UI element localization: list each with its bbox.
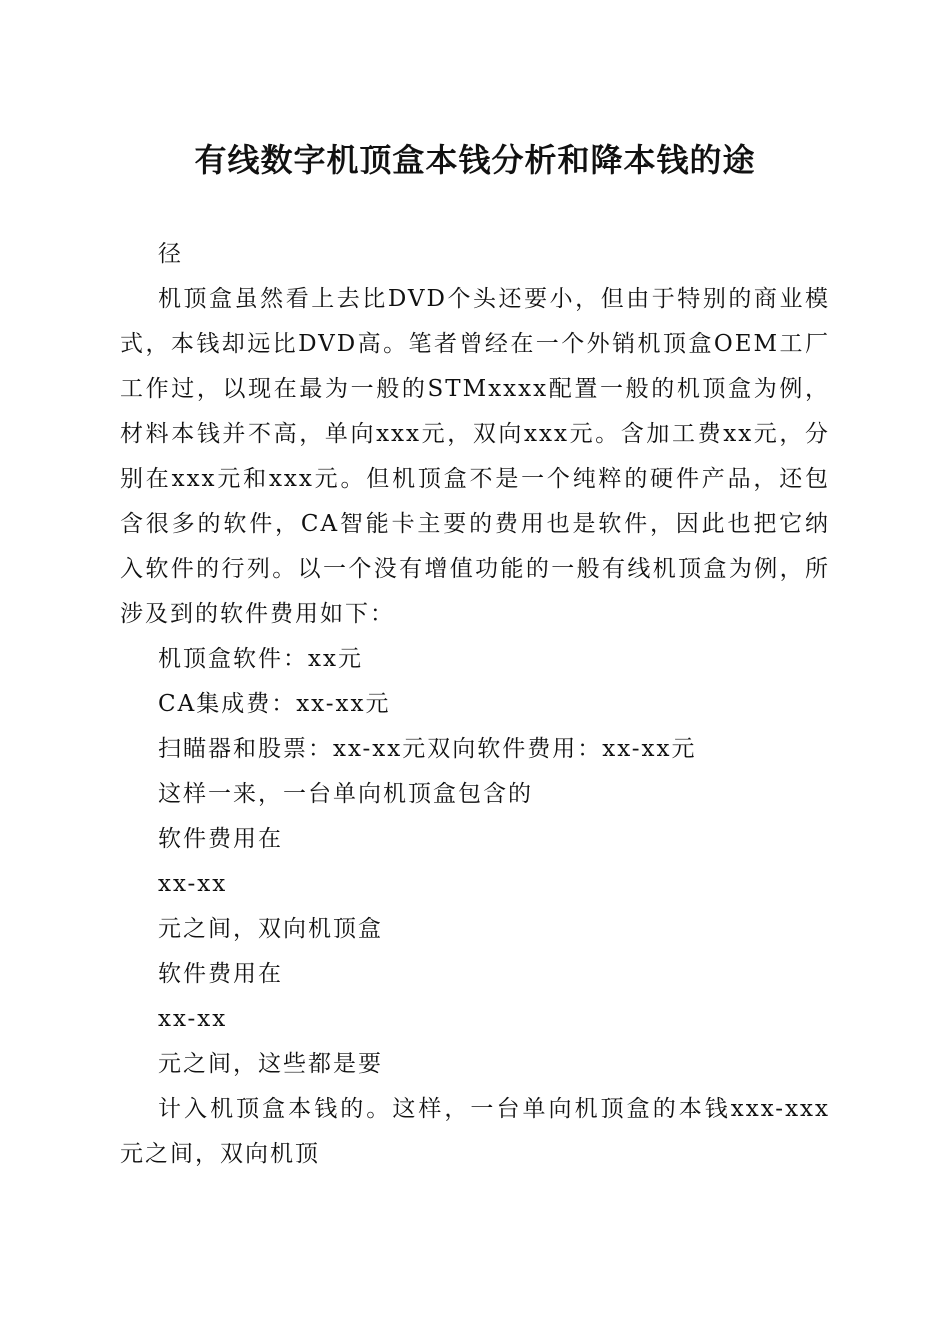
- paragraph: xx-xx: [158, 1006, 228, 1032]
- paragraph: 元之间，这些都是要: [158, 1051, 383, 1077]
- document-body: [120, 232, 830, 1177]
- paragraph: 软件费用在: [158, 826, 283, 852]
- paragraph: 元之间，双向机顶盒: [158, 916, 383, 942]
- paragraph: 软件费用在: [158, 961, 283, 987]
- paragraph: 径: [158, 241, 183, 267]
- paragraph: xx-xx: [158, 871, 228, 897]
- paragraph: 扫瞄器和股票：xx-xx元双向软件费用：xx-xx元: [158, 736, 697, 762]
- paragraph: CA集成费：xx-xx元: [158, 691, 391, 717]
- paragraph: 机顶盒虽然看上去比DVD个头还要小，但由于特别的商业模式，本钱却远比DVD高。笔者曾经在一个外销机顶盒OEM工厂工作过，以现在最为一般的STMxxxx配置一般的机顶盒为例，材料本钱并不高，单向xxx元，双向xxx元。含加工费xx元，分别在xxx元和xxx元。但机顶盒不是一个纯粹的硬件产品，还包含很多的软件，CA智能卡主要的费用也是软件，因此也把它纳入软件的行列。以一个没有增值功能的一般有线机顶盒为例，所涉及到的软件费用如下：: [120, 286, 830, 627]
- paragraph: 计入机顶盒本钱的。这样，一台单向机顶盒的本钱xxx-xxx元之间，双向机顶: [120, 1096, 830, 1167]
- paragraph: 这样一来，一台单向机顶盒包含的: [158, 781, 533, 807]
- document-title: 有线数字机顶盒本钱分析和降本钱的途: [194, 141, 756, 179]
- paragraph: 机顶盒软件：xx元: [158, 646, 363, 672]
